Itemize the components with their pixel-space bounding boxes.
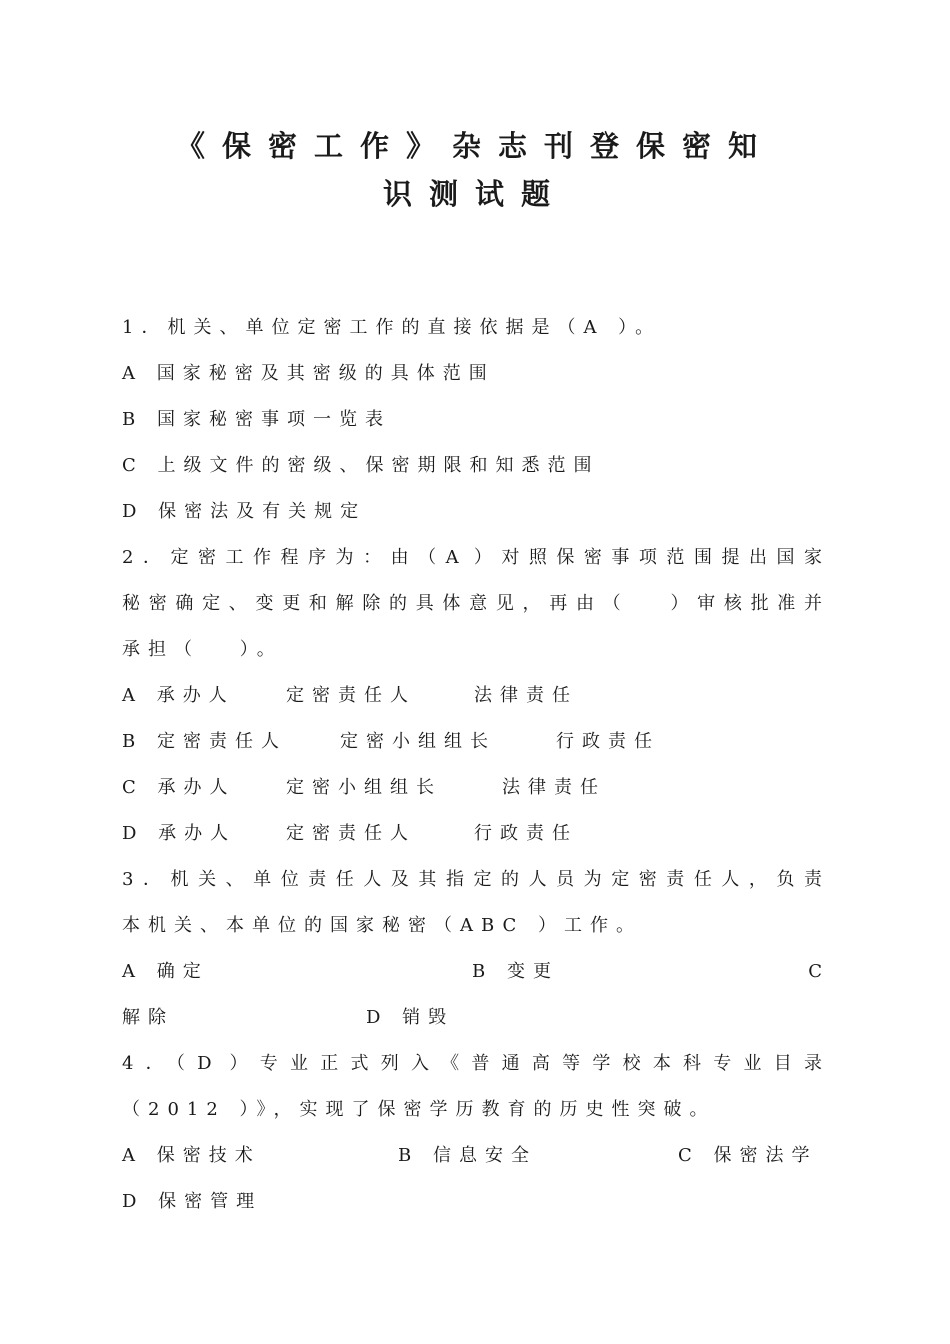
question-2-stem-line-3: 承担（ ）。 — [122, 639, 283, 660]
question-3-option-d: D 销毁 — [366, 1007, 455, 1028]
question-1-option-a: A 国家秘密及其密级的具体范围 — [122, 363, 495, 384]
question-3-stem-line-2: 本机关、本单位的国家秘密（ABC ）工作。 — [122, 915, 643, 936]
option-d-col-2: 定密责任人 — [286, 823, 416, 844]
question-4-option-b: B 信息安全 — [398, 1145, 537, 1166]
option-d-col-1: D 承办人 — [122, 823, 237, 844]
question-3-option-c-letter: C — [808, 961, 830, 982]
question-1-option-c: C 上级文件的密级、保密期限和知悉范围 — [122, 455, 600, 476]
document-title-line-1: 《保密工作》杂志刊登保密知 — [175, 129, 774, 163]
option-a-col-3: 法律责任 — [474, 685, 578, 706]
option-a-col-2: 定密责任人 — [286, 685, 416, 706]
question-3-option-a: A 确定 — [122, 961, 209, 982]
option-b-col-1: B 定密责任人 — [122, 731, 287, 752]
option-c-col-2: 定密小组组长 — [286, 777, 442, 798]
question-4-stem-line-1: 4．（D ）专业正式列入《普通高等学校本科专业目录 — [122, 1053, 822, 1074]
question-4-option-c: C 保密法学 — [678, 1145, 818, 1166]
question-3-options-row-1 — [122, 960, 830, 984]
question-1-stem: 1．机关、单位定密工作的直接依据是（A ）。 — [122, 317, 662, 338]
question-4-stem-line-2: （2012 ）》，实现了保密学历教育的历史性突破。 — [122, 1099, 716, 1120]
option-d-col-3: 行政责任 — [474, 823, 578, 844]
question-3-stem-line-1: 3．机关、单位责任人及其指定的人员为定密责任人，负责 — [122, 869, 822, 890]
question-2-stem-line-1: 2．定密工作程序为：由（A ）对照保密事项范围提出国家 — [122, 547, 822, 568]
question-4-option-a: A 保密技术 — [122, 1145, 261, 1166]
question-2-stem-line-2: 秘密确定、变更和解除的具体意见，再由（ ）审核批准并 — [122, 593, 822, 614]
question-3-option-b: B 变更 — [472, 961, 559, 982]
document-title-line-2: 识测试题 — [382, 177, 567, 211]
question-3-options-row-2 — [122, 1006, 822, 1030]
question-4-options-row-1 — [122, 1144, 822, 1168]
option-a-col-1: A 承办人 — [122, 685, 235, 706]
question-1-option-d: D 保密法及有关规定 — [122, 501, 367, 522]
option-c-col-1: C 承办人 — [122, 777, 236, 798]
question-4-option-d: D 保密管理 — [122, 1191, 263, 1212]
question-3-option-c-text: 解除 — [122, 1007, 174, 1028]
option-b-col-2: 定密小组组长 — [340, 731, 496, 752]
option-b-col-3: 行政责任 — [556, 731, 660, 752]
option-c-col-3: 法律责任 — [502, 777, 606, 798]
question-1-option-b: B 国家秘密事项一览表 — [122, 409, 391, 430]
